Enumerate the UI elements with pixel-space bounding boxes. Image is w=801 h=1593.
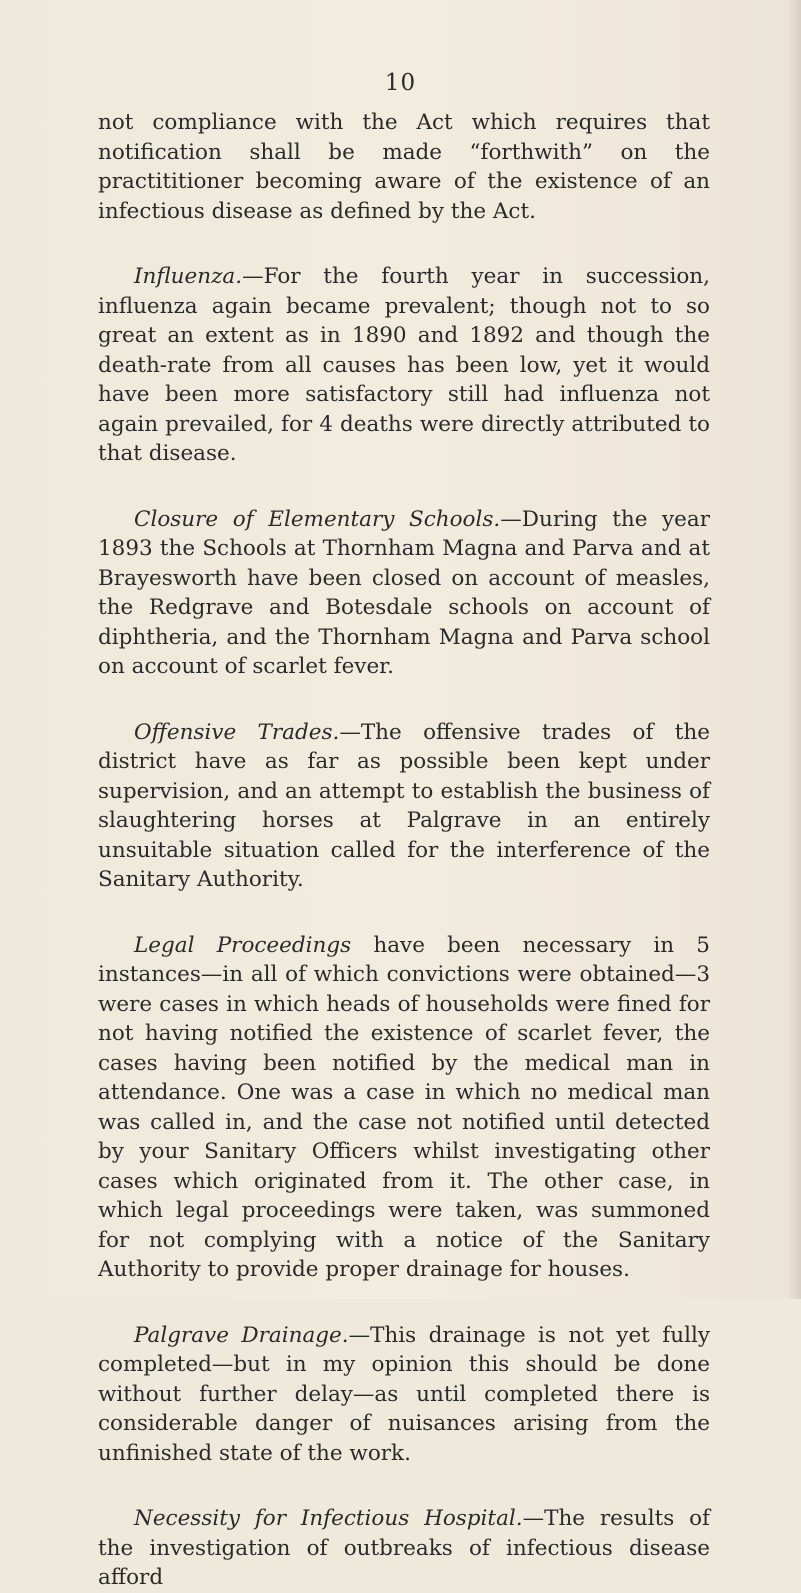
paragraph-notification [98,108,710,226]
paragraph-text: —The results of the investigation of outbreaks of infectious disease afford [98,1506,710,1590]
paragraph-infectious-hospital [98,1504,710,1593]
paragraph-text: —The offensive trades of the district have as far as possible been kept under supervision, and an attempt to establish the business of slaughtering horses at Palgrave in an entirely unsuitable situation called for the interference of the Sanitary Authority. [98,719,710,892]
paragraph-palgrave-drainage [98,1321,710,1469]
paragraph-heading: Palgrave Drainage. [134,1322,349,1348]
page-number: 10 [384,70,417,96]
page-edge-shadow [787,0,801,1299]
paragraph-legal-proceedings [98,931,710,1285]
paragraph-heading: Legal Proceedings [134,932,352,958]
paragraph-text: —During the year 1893 the Schools at Thornham Magna and Parva and at Brayesworth have been closed on account of measles, the Redgrave and Botesdale schools on account of diphtheria, and the Thornham Magna and Parva school on account of scarlet fever. [98,506,710,679]
paragraph-text: —For the fourth year in succession, influenza again became prevalent; though not to so great an extent as in 1890 and 1892 and though the death-rate from all causes has been low, yet it would have been more satisfactory still had influenza not again prevailed, for 4 deaths were directly attributed to that disease. [98,264,710,466]
paragraph-heading: Influenza. [134,264,243,289]
paragraph-offensive-trades [98,718,710,895]
paragraph-text: have been necessary in 5 instances—in all of which convictions were obtained—3 were cases in which heads of households were fined for not having notified the existence of scarlet fever, the cases having been notified by the medical man in attendance. One was a case in which no medical man was called in, and the case not notified until detected by your Sanitary Officers whilst investigating other cases which originated from it. The other case, in which legal proceedings were taken, was summoned for not complying with a notice of the Sanitary Authority to provide proper drainage for houses. [98,932,710,1282]
paragraph-heading: Offensive Trades. [134,719,340,745]
paragraph-heading: Closure of Elementary Schools. [134,506,501,532]
paragraph-closure-of-schools [98,505,710,682]
paragraph-influenza [98,262,710,469]
paragraph-text: —This drainage is not yet fully completed—but in my opinion this should be done without further delay—as until completed there is considerable danger of nuisances arising from the unfinished state of the work. [98,1322,710,1466]
body-text [98,108,710,1593]
paragraph-text: not compliance with the Act which requires that notification shall be made “forthwith” on the practititioner becoming aware of the existence of an infectious disease as defined by the Act. [98,110,710,224]
paragraph-heading: Necessity for Infectious Hospital. [134,1506,523,1531]
